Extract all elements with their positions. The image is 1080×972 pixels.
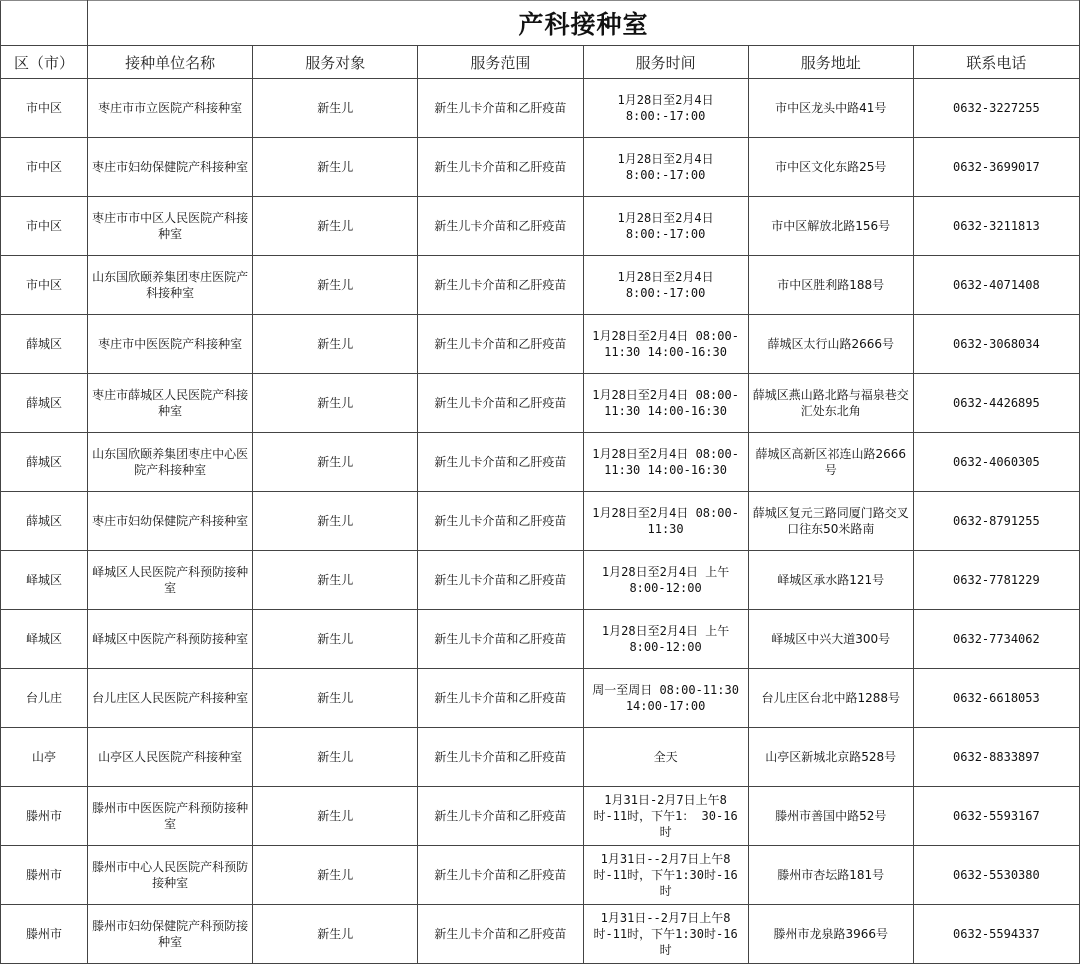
service-time-cell: 1月28日至2月4日8:00:-17:00	[583, 197, 748, 256]
unit-name-cell: 枣庄市中医医院产科接种室	[88, 315, 253, 374]
phone-cell: 0632-3211813	[913, 197, 1079, 256]
phone-cell: 0632-7734062	[913, 610, 1079, 669]
header-unit: 接种单位名称	[88, 46, 253, 79]
table-row	[1, 433, 1080, 492]
title-row	[1, 1, 1080, 46]
target-cell: 新生儿	[253, 787, 418, 846]
phone-cell: 0632-5594337	[913, 905, 1079, 964]
phone-cell: 0632-5530380	[913, 846, 1079, 905]
unit-name-cell: 峄城区人民医院产科预防接种室	[88, 551, 253, 610]
service-time-cell: 1月28日至2月4日 08:00-11:30 14:00-16:30	[583, 374, 748, 433]
unit-name-cell: 枣庄市妇幼保健院产科接种室	[88, 138, 253, 197]
table-title-cell	[88, 1, 1080, 46]
target-cell: 新生儿	[253, 846, 418, 905]
service-time-cell: 1月28日至2月4日 08:00-11:30 14:00-16:30	[583, 315, 748, 374]
header-target: 服务对象	[253, 46, 418, 79]
address-cell: 山亭区新城北京路528号	[748, 728, 913, 787]
scope-cell: 新生儿卡介苗和乙肝疫苗	[418, 846, 583, 905]
scope-cell: 新生儿卡介苗和乙肝疫苗	[418, 197, 583, 256]
target-cell: 新生儿	[253, 492, 418, 551]
table-row	[1, 787, 1080, 846]
district-cell: 山亭	[1, 728, 88, 787]
unit-name-cell: 滕州市中医医院产科预防接种室	[88, 787, 253, 846]
district-cell: 薛城区	[1, 433, 88, 492]
table-title: 产科接种室	[518, 10, 649, 39]
district-cell: 市中区	[1, 197, 88, 256]
unit-name-cell: 枣庄市妇幼保健院产科接种室	[88, 492, 253, 551]
phone-cell: 0632-4071408	[913, 256, 1079, 315]
phone-cell: 0632-6618053	[913, 669, 1079, 728]
address-cell: 薛城区复元三路同厦门路交叉口往东50米路南	[748, 492, 913, 551]
service-time-cell: 1月28日至2月4日 上午8:00-12:00	[583, 551, 748, 610]
phone-cell: 0632-3227255	[913, 79, 1079, 138]
district-cell: 峄城区	[1, 551, 88, 610]
scope-cell: 新生儿卡介苗和乙肝疫苗	[418, 905, 583, 964]
district-cell: 台儿庄	[1, 669, 88, 728]
header-scope: 服务范围	[418, 46, 583, 79]
scope-cell: 新生儿卡介苗和乙肝疫苗	[418, 256, 583, 315]
target-cell: 新生儿	[253, 197, 418, 256]
table-row	[1, 669, 1080, 728]
table-row	[1, 846, 1080, 905]
unit-name-cell: 滕州市妇幼保健院产科预防接种室	[88, 905, 253, 964]
phone-cell: 0632-7781229	[913, 551, 1079, 610]
address-cell: 峄城区中兴大道300号	[748, 610, 913, 669]
scope-cell: 新生儿卡介苗和乙肝疫苗	[418, 669, 583, 728]
unit-name-cell: 台儿庄区人民医院产科接种室	[88, 669, 253, 728]
service-time-cell: 1月28日至2月4日8:00:-17:00	[583, 138, 748, 197]
address-cell: 市中区解放北路156号	[748, 197, 913, 256]
table-row	[1, 905, 1080, 964]
service-time-cell: 1月28日至2月4日8:00:-17:00	[583, 256, 748, 315]
scope-cell: 新生儿卡介苗和乙肝疫苗	[418, 728, 583, 787]
address-cell: 薛城区燕山路北路与福泉巷交汇处东北角	[748, 374, 913, 433]
address-cell: 市中区龙头中路41号	[748, 79, 913, 138]
table-row	[1, 197, 1080, 256]
address-cell: 峄城区承水路121号	[748, 551, 913, 610]
unit-name-cell: 山东国欣颐养集团枣庄中心医院产科接种室	[88, 433, 253, 492]
scope-cell: 新生儿卡介苗和乙肝疫苗	[418, 492, 583, 551]
service-time-cell: 1月31日-2月7日上午8时-11时，下午1： 30-16时	[583, 787, 748, 846]
service-time-cell: 1月28日至2月4日 08:00-11:30	[583, 492, 748, 551]
header-address: 服务地址	[748, 46, 913, 79]
table-row	[1, 610, 1080, 669]
target-cell: 新生儿	[253, 905, 418, 964]
address-cell: 薛城区高新区祁连山路2666号	[748, 433, 913, 492]
unit-name-cell: 滕州市中心人民医院产科预防接种室	[88, 846, 253, 905]
table-row	[1, 492, 1080, 551]
phone-cell: 0632-5593167	[913, 787, 1079, 846]
header-time: 服务时间	[583, 46, 748, 79]
phone-cell: 0632-8791255	[913, 492, 1079, 551]
scope-cell: 新生儿卡介苗和乙肝疫苗	[418, 551, 583, 610]
table-row	[1, 728, 1080, 787]
target-cell: 新生儿	[253, 256, 418, 315]
table-row	[1, 79, 1080, 138]
table-row	[1, 374, 1080, 433]
target-cell: 新生儿	[253, 610, 418, 669]
target-cell: 新生儿	[253, 315, 418, 374]
scope-cell: 新生儿卡介苗和乙肝疫苗	[418, 79, 583, 138]
unit-name-cell: 枣庄市薛城区人民医院产科接种室	[88, 374, 253, 433]
district-cell: 峄城区	[1, 610, 88, 669]
scope-cell: 新生儿卡介苗和乙肝疫苗	[418, 433, 583, 492]
target-cell: 新生儿	[253, 138, 418, 197]
service-time-cell: 1月28日至2月4日 上午8:00-12:00	[583, 610, 748, 669]
phone-cell: 0632-4426895	[913, 374, 1079, 433]
district-cell: 薛城区	[1, 315, 88, 374]
scope-cell: 新生儿卡介苗和乙肝疫苗	[418, 374, 583, 433]
table-row	[1, 256, 1080, 315]
target-cell: 新生儿	[253, 79, 418, 138]
header-row	[1, 46, 1080, 79]
service-time-cell: 全天	[583, 728, 748, 787]
unit-name-cell: 山亭区人民医院产科接种室	[88, 728, 253, 787]
district-cell: 滕州市	[1, 905, 88, 964]
table-row	[1, 315, 1080, 374]
unit-name-cell: 枣庄市市中区人民医院产科接种室	[88, 197, 253, 256]
service-time-cell: 1月31日--2月7日上午8时-11时，下午1:30时-16时	[583, 905, 748, 964]
district-cell: 市中区	[1, 138, 88, 197]
header-phone: 联系电话	[913, 46, 1079, 79]
district-cell: 薛城区	[1, 492, 88, 551]
district-cell: 滕州市	[1, 787, 88, 846]
phone-cell: 0632-3068034	[913, 315, 1079, 374]
target-cell: 新生儿	[253, 669, 418, 728]
service-time-cell: 1月28日至2月4日8:00:-17:00	[583, 79, 748, 138]
table-row	[1, 138, 1080, 197]
header-district: 区（市）	[1, 46, 88, 79]
address-cell: 滕州市善国中路52号	[748, 787, 913, 846]
service-time-cell: 1月31日--2月7日上午8时-11时，下午1:30时-16时	[583, 846, 748, 905]
address-cell: 市中区文化东路25号	[748, 138, 913, 197]
scope-cell: 新生儿卡介苗和乙肝疫苗	[418, 787, 583, 846]
scope-cell: 新生儿卡介苗和乙肝疫苗	[418, 138, 583, 197]
table-body	[1, 79, 1080, 964]
district-cell: 市中区	[1, 256, 88, 315]
address-cell: 市中区胜利路188号	[748, 256, 913, 315]
scope-cell: 新生儿卡介苗和乙肝疫苗	[418, 610, 583, 669]
phone-cell: 0632-4060305	[913, 433, 1079, 492]
address-cell: 薛城区太行山路2666号	[748, 315, 913, 374]
scope-cell: 新生儿卡介苗和乙肝疫苗	[418, 315, 583, 374]
district-cell: 市中区	[1, 79, 88, 138]
service-time-cell: 周一至周日 08:00-11:30 14:00-17:00	[583, 669, 748, 728]
unit-name-cell: 峄城区中医院产科预防接种室	[88, 610, 253, 669]
address-cell: 滕州市龙泉路3966号	[748, 905, 913, 964]
district-cell: 滕州市	[1, 846, 88, 905]
unit-name-cell: 山东国欣颐养集团枣庄医院产科接种室	[88, 256, 253, 315]
target-cell: 新生儿	[253, 728, 418, 787]
district-cell: 薛城区	[1, 374, 88, 433]
address-cell: 滕州市杏坛路181号	[748, 846, 913, 905]
unit-name-cell: 枣庄市市立医院产科接种室	[88, 79, 253, 138]
phone-cell: 0632-3699017	[913, 138, 1079, 197]
target-cell: 新生儿	[253, 551, 418, 610]
table-row	[1, 551, 1080, 610]
target-cell: 新生儿	[253, 433, 418, 492]
service-time-cell: 1月28日至2月4日 08:00-11:30 14:00-16:30	[583, 433, 748, 492]
title-corner-cell	[1, 1, 88, 46]
phone-cell: 0632-8833897	[913, 728, 1079, 787]
address-cell: 台儿庄区台北中路1288号	[748, 669, 913, 728]
target-cell: 新生儿	[253, 374, 418, 433]
